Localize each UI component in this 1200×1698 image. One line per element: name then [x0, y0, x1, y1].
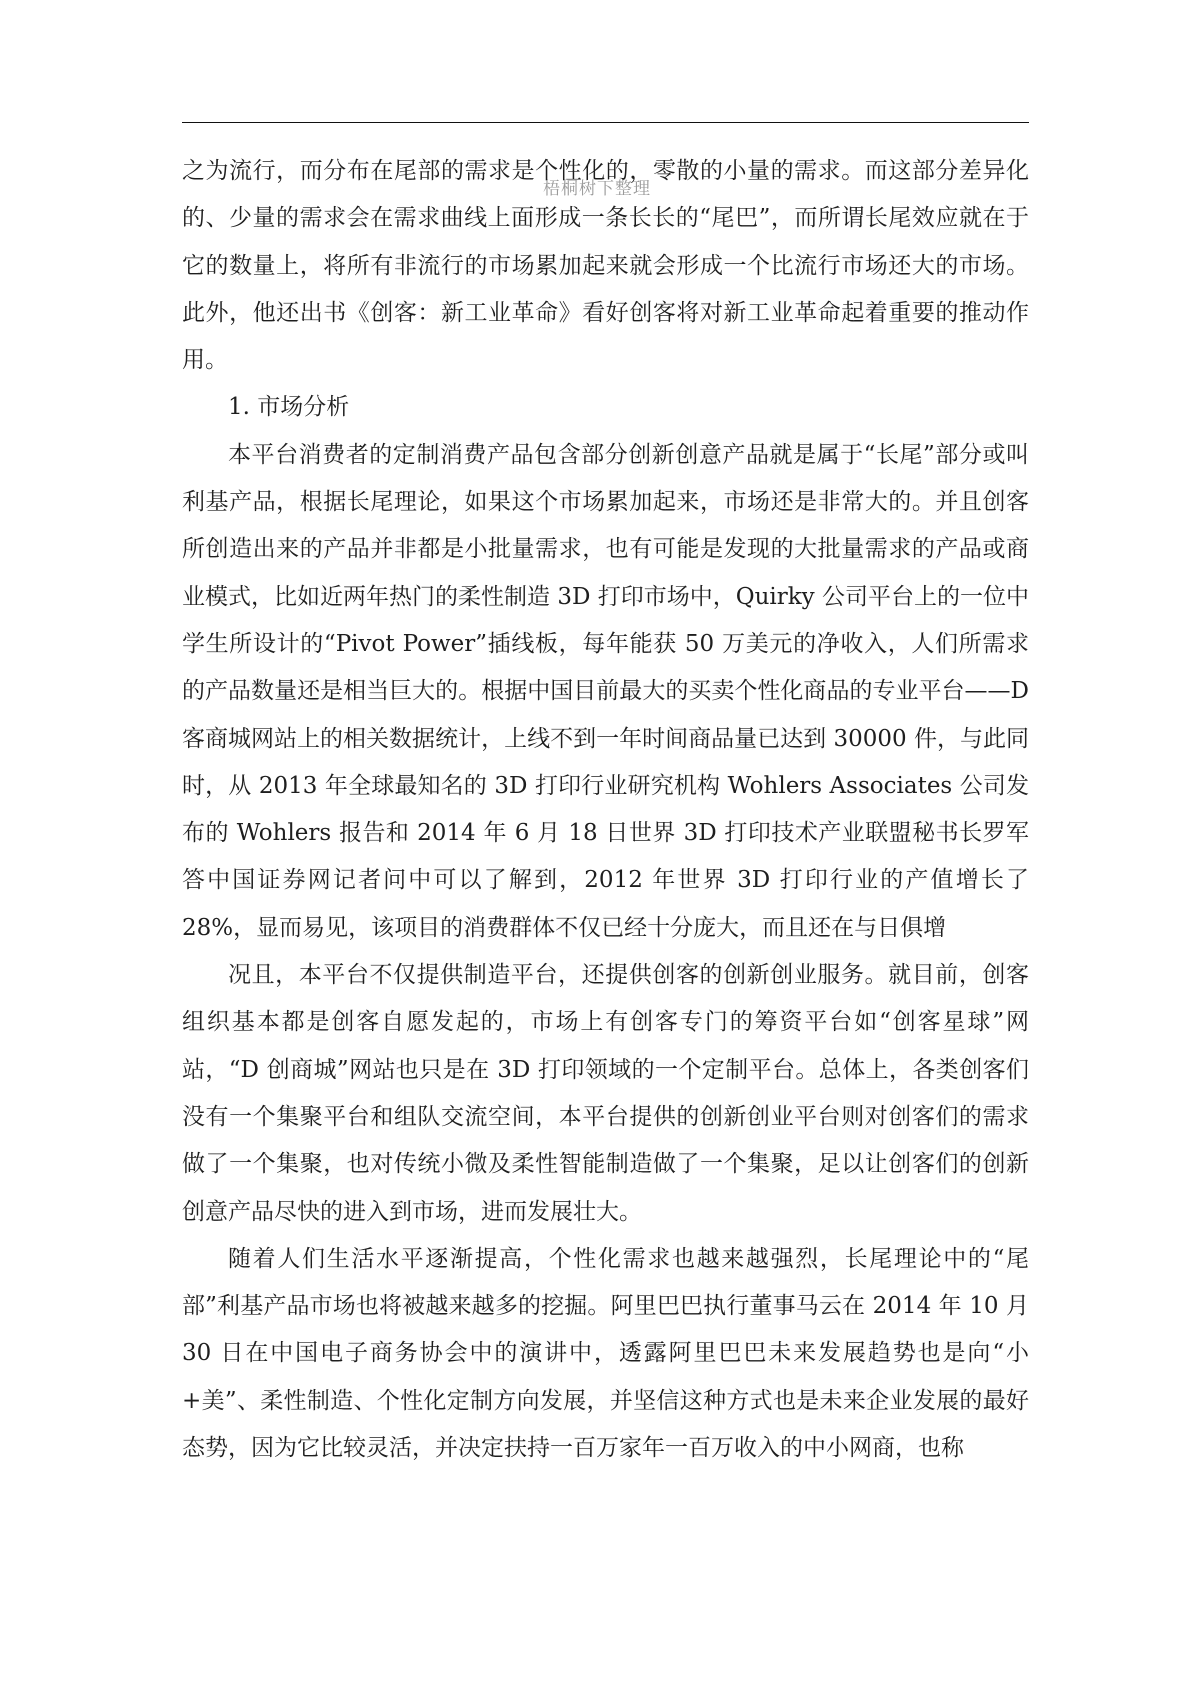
paragraph-platform: 况且，本平台不仅提供制造平台，还提供创客的创新创业服务。就目前，创客组织基本都是创客自愿发起的，市场上有创客专门的筹资平台如“创客星球”网站，“D 创商城”网站也只是在 3D 打印领域的一个定制平台。总体上，各类创客们没有一个集聚平台和组队交流空间，本平台提供的创新创业平台则对创客们的需求做了一个集聚，也对传统小微及柔性智能制造做了一个集聚，足以让创客们的创新创意产品尽快的进入到市场，进而发展壮大。 — [182, 962, 1029, 1225]
page-body — [182, 148, 1029, 1472]
watermark: 梧桐树下整理 — [543, 179, 651, 199]
section-heading: 1. 市场分析 — [228, 394, 350, 421]
paragraph-market: 本平台消费者的定制消费产品包含部分创新创意产品就是属于“长尾”部分或叫利基产品，根据长尾理论，如果这个市场累加起来，市场还是非常大的。并且创客所创造出来的产品并非都是小批量需求，也有可能是发现的大批量需求的产品或商业模式，比如近两年热门的柔性制造 3D 打印市场中，Quirky 公司平台上的一位中学生所设计的“Pivot Power”插线板，每年能获 50 万美元的净收入，人们所需求的产品数量还是相当巨大的。根据中国目前最大的买卖个性化商品的专业平台——D 客商城网站上的相关数据统计，上线不到一年时间商品量已达到 30000 件，与此同时，从 2013 年全球最知名的 3D 打印行业研究机构 Wohlers Associates 公司发布的 Wohlers 报告和 2014 年 6 月 18 日世界 3D 打印技术产业联盟秘书长罗军答中国证券网记者问中可以了解到，2012 年世界 3D 打印行业的产值增长了 28%，显而易见，该项目的消费群体不仅已经十分庞大，而且还在与日俱增 — [182, 441, 1029, 941]
header-rule — [182, 122, 1029, 123]
paragraph-continued: 之为流行，而分布在尾部的需求是个性化的，零散的小量的需求。而这部分差异化的、少量的需求会在需求曲线上面形成一条长长的“尾巴”，而所谓长尾效应就在于它的数量上，将所有非流行的市场累加起来就会形成一个比流行市场还大的市场。此外，他还出书《创客：新工业革命》看好创客将对新工业革命起着重要的推动作用。 — [182, 158, 1029, 374]
paragraph-trend: 随着人们生活水平逐渐提高，个性化需求也越来越强烈，长尾理论中的“尾部”利基产品市场也将被越来越多的挖掘。阿里巴巴执行董事马云在 2014 年 10 月 30 日在中国电子商务协会中的演讲中，透露阿里巴巴未来发展趋势也是向“小+美”、柔性制造、个性化定制方向发展，并坚信这种方式也是未来企业发展的最好态势，因为它比较灵活，并决定扶持一百万家年一百万收入的中小网商，也称 — [182, 1245, 1029, 1462]
